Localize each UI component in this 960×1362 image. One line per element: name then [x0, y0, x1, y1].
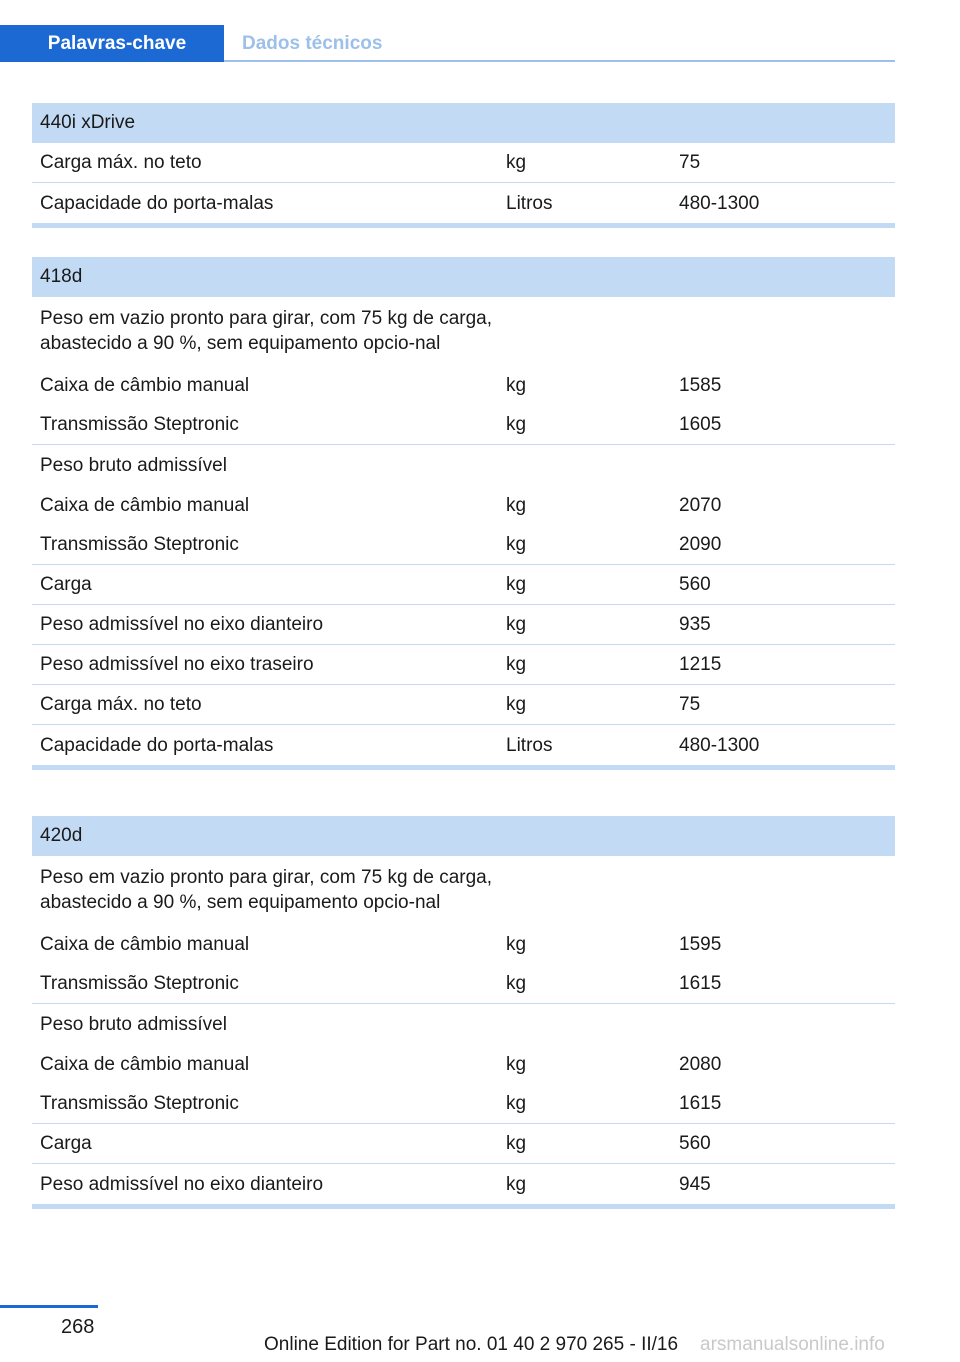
row-label: Transmissão Steptronic	[40, 414, 239, 435]
row-label: Carga máx. no teto	[40, 694, 202, 715]
row-value: 560	[679, 1133, 711, 1154]
row-unit: kg	[506, 933, 527, 955]
row-value: 1615	[679, 1093, 722, 1114]
footer-rule	[0, 1305, 98, 1308]
row-value: 480-1300	[679, 192, 760, 214]
table-row	[32, 1164, 895, 1204]
row-label: Caixa de câmbio manual	[40, 494, 250, 516]
row-unit	[506, 865, 679, 915]
table-heading: 440i xDrive	[32, 103, 895, 143]
table-heading: 418d	[32, 257, 895, 297]
row-value: 2080	[679, 1053, 722, 1075]
row-label: Peso bruto admissível	[40, 1013, 227, 1035]
row-unit: kg	[506, 374, 527, 396]
row-label: Capacidade do porta-malas	[40, 734, 274, 756]
table-row	[32, 405, 895, 445]
table-row	[32, 1004, 895, 1044]
table-row	[32, 856, 895, 924]
row-value: 2070	[679, 494, 722, 516]
row-label: Transmissão Steptronic	[40, 1093, 239, 1114]
row-value: 935	[679, 614, 711, 635]
row-label: Transmissão Steptronic	[40, 534, 239, 555]
row-label: Carga máx. no teto	[40, 152, 202, 173]
row-unit: kg	[506, 694, 527, 715]
edition-note: Online Edition for Part no. 01 40 2 970 265 - II/16	[264, 1334, 679, 1355]
row-unit: kg	[506, 614, 527, 635]
row-value: 1585	[679, 374, 722, 396]
row-label: Caixa de câmbio manual	[40, 374, 250, 396]
table-row	[32, 1124, 895, 1164]
row-label: Caixa de câmbio manual	[40, 1053, 250, 1075]
table-row	[32, 924, 895, 964]
row-label: Carga	[40, 1133, 92, 1154]
row-value: 75	[679, 152, 701, 173]
spec-table-420d	[32, 816, 895, 1209]
row-value	[679, 865, 895, 915]
row-label: Transmissão Steptronic	[40, 973, 239, 994]
row-unit: Litros	[506, 192, 553, 214]
chapter-header	[0, 25, 895, 62]
table-row	[32, 605, 895, 645]
row-unit: kg	[506, 1053, 527, 1075]
tab-technical-data[interactable]: Dados técnicos	[242, 32, 383, 54]
table-row	[32, 1044, 895, 1084]
table-end-rule	[32, 765, 895, 770]
row-label: Peso admissível no eixo dianteiro	[40, 614, 324, 635]
row-label: Peso bruto admissível	[40, 454, 227, 476]
row-unit: kg	[506, 152, 527, 173]
tab-keywords[interactable]: Palavras-chave	[0, 25, 224, 62]
table-row	[32, 1084, 895, 1124]
table-row	[32, 685, 895, 725]
row-unit: kg	[506, 1173, 527, 1195]
row-unit: kg	[506, 534, 527, 555]
row-label: Peso em vazio pronto para girar, com 75 kg de carga, abastecido a 90 %, sem equipamento opcio-nal	[40, 867, 493, 913]
page-number: 268	[61, 1316, 95, 1338]
spec-table-418d	[32, 257, 895, 770]
row-unit: kg	[506, 494, 527, 516]
table-row	[32, 565, 895, 605]
watermark: arsmanualsonline.info	[700, 1334, 885, 1355]
row-unit: kg	[506, 654, 527, 675]
table-row	[32, 964, 895, 1004]
row-value: 945	[679, 1173, 711, 1195]
row-value: 560	[679, 574, 711, 595]
row-value: 2090	[679, 534, 722, 555]
row-label: Peso admissível no eixo traseiro	[40, 654, 314, 675]
header-divider	[224, 60, 895, 62]
row-unit: kg	[506, 973, 527, 994]
row-unit: kg	[506, 1133, 527, 1154]
row-label: Caixa de câmbio manual	[40, 933, 250, 955]
row-value: 1615	[679, 973, 722, 994]
row-value: 75	[679, 694, 701, 715]
row-value: 1215	[679, 654, 722, 675]
table-row	[32, 183, 895, 223]
table-row	[32, 645, 895, 685]
table-row	[32, 725, 895, 765]
spec-table-440i-xdrive	[32, 103, 895, 228]
row-value: 480-1300	[679, 734, 760, 756]
table-row	[32, 143, 895, 183]
row-unit	[506, 306, 679, 356]
row-value	[679, 306, 895, 356]
table-row	[32, 297, 895, 365]
row-unit: kg	[506, 1093, 527, 1114]
table-row	[32, 525, 895, 565]
row-unit: Litros	[506, 734, 553, 756]
row-label: Peso em vazio pronto para girar, com 75 kg de carga, abastecido a 90 %, sem equipamento opcio-nal	[40, 308, 493, 354]
table-row	[32, 445, 895, 485]
row-value: 1605	[679, 414, 722, 435]
table-row	[32, 485, 895, 525]
row-label: Peso admissível no eixo dianteiro	[40, 1173, 324, 1195]
table-heading: 420d	[32, 816, 895, 856]
table-end-rule	[32, 1204, 895, 1209]
row-label: Carga	[40, 574, 92, 595]
row-value: 1595	[679, 933, 722, 955]
table-row	[32, 365, 895, 405]
row-label: Capacidade do porta-malas	[40, 192, 274, 214]
row-unit: kg	[506, 414, 527, 435]
table-end-rule	[32, 223, 895, 228]
row-unit: kg	[506, 574, 527, 595]
